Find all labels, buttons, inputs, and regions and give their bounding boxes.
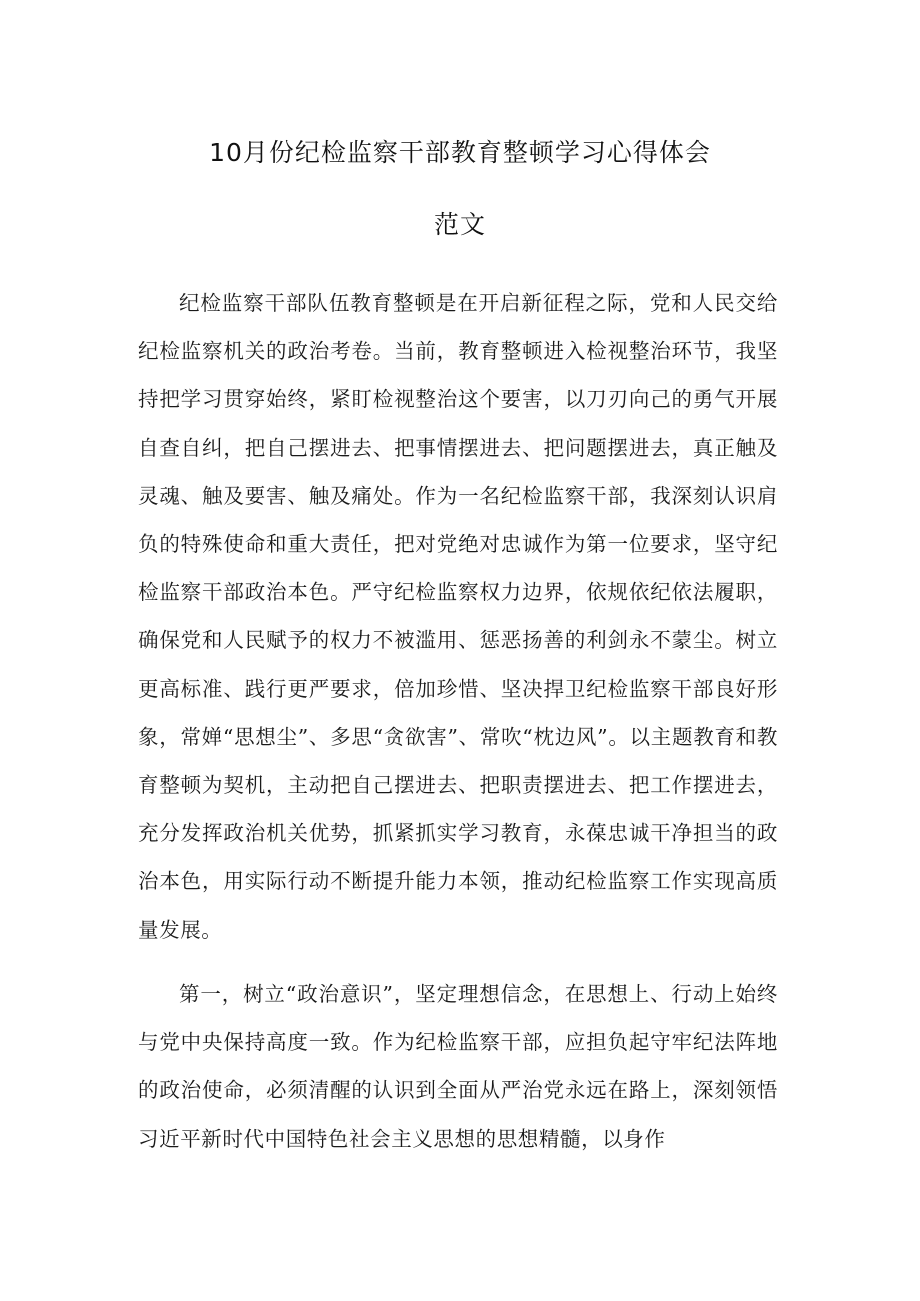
- body-paragraph: 纪检监察干部队伍教育整顿是在开启新征程之际，党和人民交给纪检监察机关的政治考卷。当前，教育整顿进入检视整治环节，我坚持把学习贯穿始终，紧盯检视整治这个要害，以刀刃向己的勇气开展自查自纠，把自己摆进去、把事情摆进去、把问题摆进去，真正触及灵魂、触及要害、触及痛处。作为一名纪检监察干部，我深刻认识肩负的特殊使命和重大责任，把对党绝对忠诚作为第一位要求，坚守纪检监察干部政治本色。严守纪检监察权力边界，依规依纪依法履职，确保党和人民赋予的权力不被滥用、惩恶扬善的利剑永不蒙尘。树立更高标准、践行更严要求，倍加珍惜、坚决捍卫纪检监察干部良好形象，常婵“思想尘”、多思“贪欲害”、常吹“枕边风”。以主题教育和教育整顿为契机，主动把自己摆进去、把职责摆进去、把工作摆进去，充分发挥政治机关优势，抓紧抓实学习教育，永葆忠诚干净担当的政治本色，用实际行动不断提升能力本领，推动纪检监察工作实现高质量发展。: [138, 291, 778, 942]
- document-title-continuation: 范文: [433, 210, 486, 239]
- body-paragraph: 第一，树立“政治意识”，坚定理想信念，在思想上、行动上始终与党中央保持高度一致。作为纪检监察干部，应担负起守牢纪法阵地的政治使命，必须清醒的认识到全面从严治党永远在路上，深刻领悟习近平新时代中国特色社会主义思想的思想精髓，以身作: [138, 982, 778, 1151]
- document-title: 10月份纪检监察干部教育整顿学习心得体会: [209, 138, 711, 167]
